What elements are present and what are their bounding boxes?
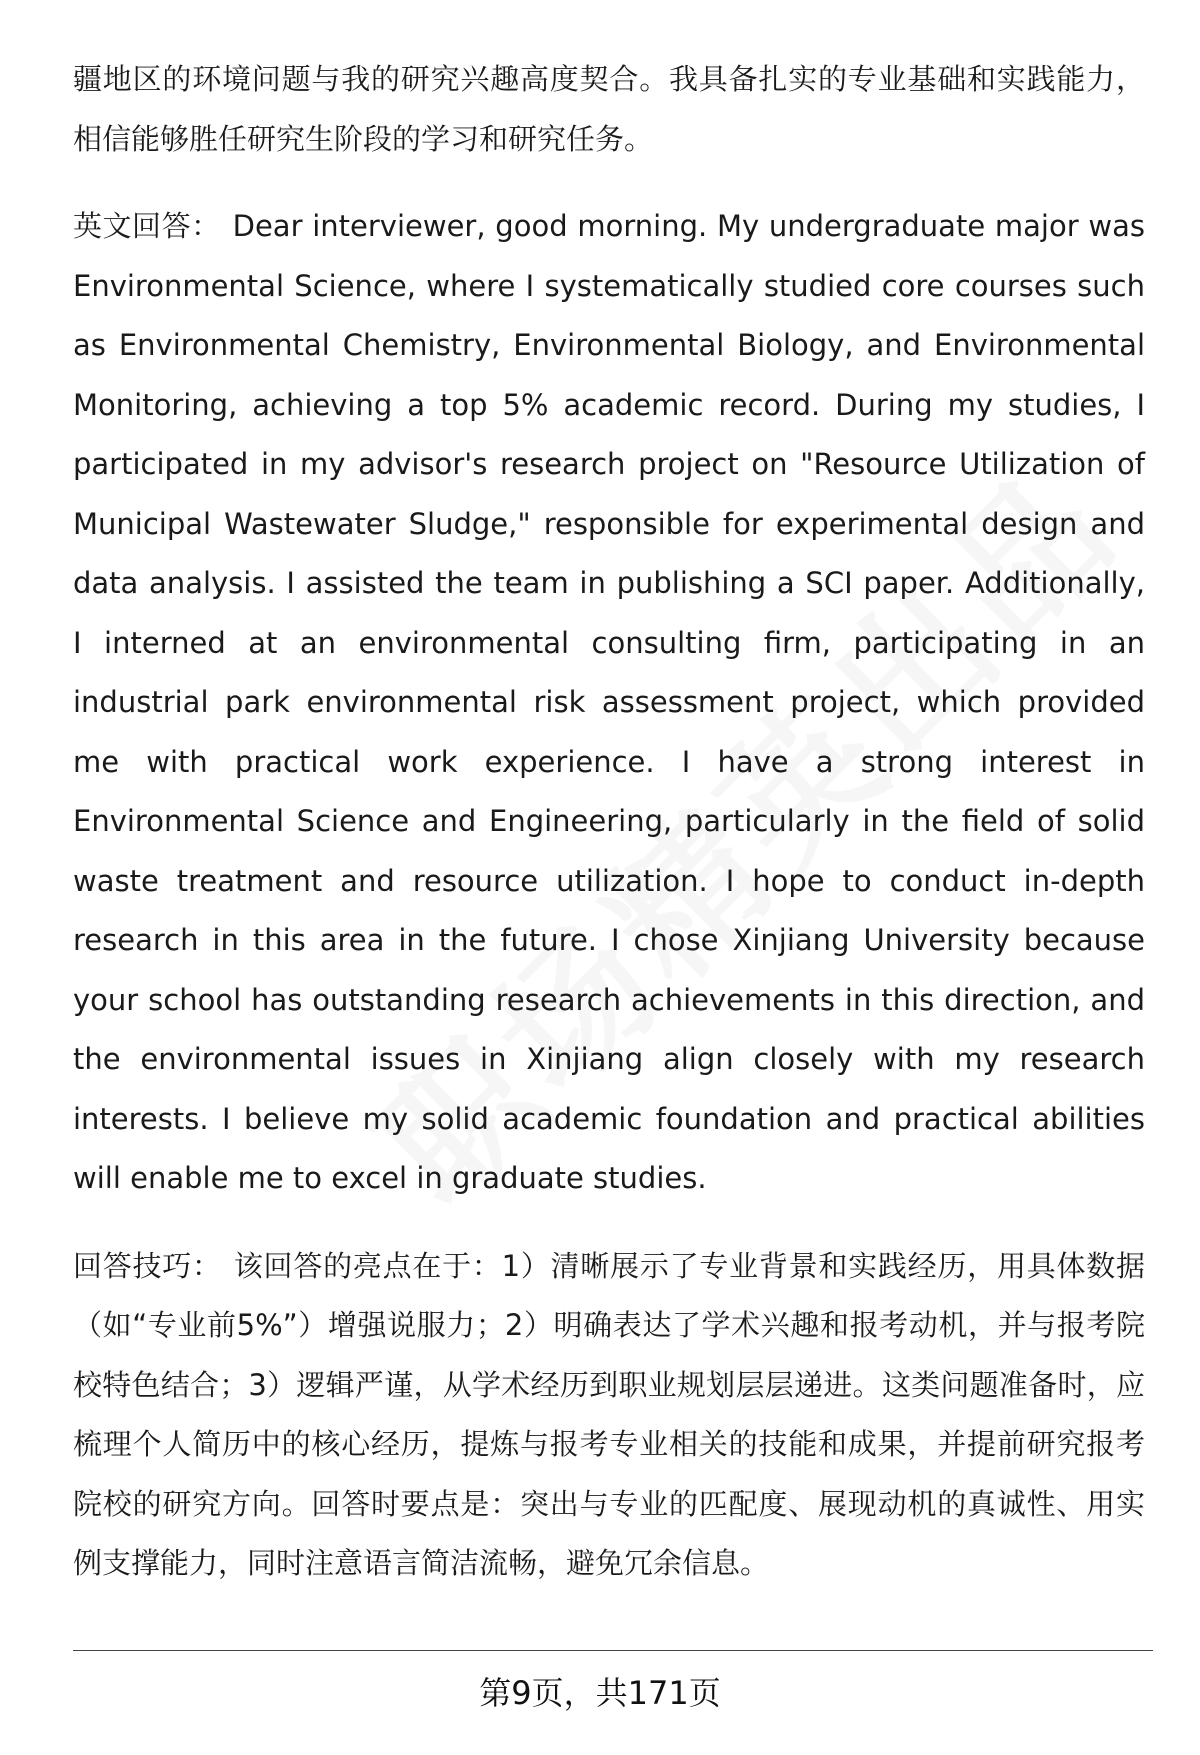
english-answer-paragraph <box>73 197 1145 1209</box>
english-answer-label: 英文回答： <box>73 209 221 243</box>
tips-paragraph <box>73 1237 1145 1594</box>
page-number: 第9页，共171页 <box>479 1674 721 1712</box>
footer-divider <box>73 1650 1153 1651</box>
continued-paragraph: 疆地区的环境问题与我的研究兴趣高度契合。我具备扎实的专业基础和实践能力，相信能够胜任研究生阶段的学习和研究任务。 <box>73 62 1145 156</box>
page-content <box>73 50 1145 1622</box>
tips-text: 该回答的亮点在于：1）清晰展示了专业背景和实践经历，用具体数据（如“专业前5%”）增强说服力；2）明确表达了学术兴趣和报考动机，并与报考院校特色结合；3）逻辑严谨，从学术经历到职业规划层层递进。这类问题准备时，应梳理个人简历中的核心经历，提炼与报考专业相关的技能和成果，并提前研究报考院校的研究方向。回答时要点是：突出与专业的匹配度、展现动机的真诚性、用实例支撑能力，同时注意语言简洁流畅，避免冗余信息。 <box>73 1248 1145 1580</box>
tips-label: 回答技巧： <box>73 1248 222 1283</box>
english-answer-text: Dear interviewer, good morning. My undergraduate major was Environmental Science, where I systematically studied core courses such as Environmental Chemistry, Environmental Biology, and Environmental Monitoring, achieving a top 5% academic record. During my studies, I participated in my advisor's research project on "Resource Utilization of Municipal Wastewater Sludge," responsible for experimental design and data analysis. I assisted the team in publishing a SCI paper. Additionally, I interned at an environmental consulting firm, participating in an industrial park environmental risk assessment project, which provided me with practical work experience. I have a strong interest in Environmental Science and Engineering, particularly in the field of solid waste treatment and resource utilization. I hope to conduct in-depth research in this area in the future. I chose Xinjiang University because your school has outstanding research achievements in this direction, and the environmental issues in Xinjiang align closely with my research interests. I believe my solid academic foundation and practical abilities will enable me to excel in graduate studies. <box>73 209 1145 1195</box>
